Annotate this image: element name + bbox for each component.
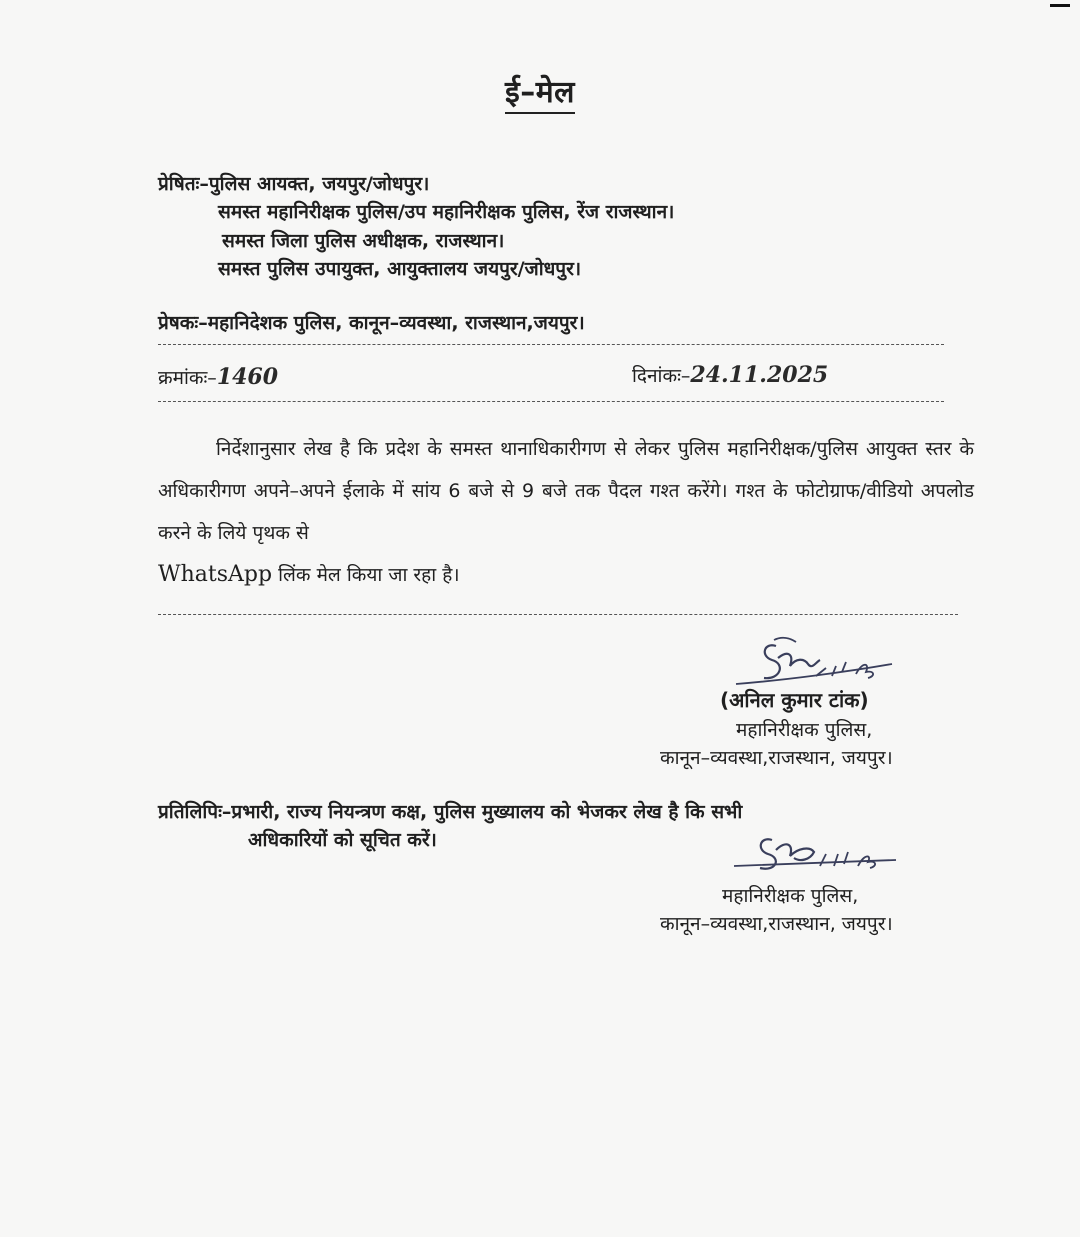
copy-sign-office: कानून–व्यवस्था,राजस्थान, जयपुर। [660, 913, 893, 935]
to-line-3: समस्त जिला पुलिस अधीक्षक, राजस्थान। [222, 230, 505, 252]
body-paragraph: निर्देशानुसार लेख है कि प्रदेश के समस्त थानाधिकारीगण से लेकर पुलिस महानिरीक्षक/पुलिस आयुक्त स्तर के अधिकारीगण अपने–अपने ईलाके में सांय 6 बजे से 9 बजे तक पैदल गश्त करेंगे। गश्त के फोटोग्राफ/वीडियो अपलोड करने के लिये पृथक से WhatsApp लिंक मेल किया जा रहा है। [158, 438, 974, 587]
copy-line-1: प्रतिलिपिः–प्रभारी, राज्य नियन्त्रण कक्ष, पुलिस मुख्यालय को भेजकर लेख है कि सभी [158, 801, 743, 823]
copy-signature-handwritten [720, 826, 910, 886]
document-title: ई–मेल [0, 70, 1080, 111]
to-line-1: प्रेषितः–पुलिस आयक्त, जयपुर/जोधपुर। [158, 173, 430, 195]
reference-number: क्रमांकः–1460 [158, 364, 279, 390]
copy-line-2: अधिकारियों को सूचित करें। [248, 829, 437, 851]
to-line-4: समस्त पुलिस उपायुक्त, आयुक्तालय जयपुर/जोधपुर। [218, 258, 582, 280]
divider-middle [158, 401, 944, 402]
divider-bottom [158, 614, 958, 615]
signatory-name: (अनिल कुमार टांक) [720, 688, 869, 712]
divider-top [158, 344, 944, 345]
from-line: प्रेषकः–महानिदेशक पुलिस, कानून–व्यवस्था, राजस्थान,जयपुर। [158, 312, 585, 334]
copy-sign-post: महानिरीक्षक पुलिस, [722, 885, 859, 907]
document-date: दिनांकः–24.11.2025 [632, 362, 829, 388]
scan-corner-mark [1050, 4, 1070, 7]
to-line-2: समस्त महानिरीक्षक पुलिस/उप महानिरीक्षक पुलिस, रेंज राजस्थान। [218, 201, 675, 223]
signatory-office: कानून–व्यवस्था,राजस्थान, जयपुर। [660, 747, 893, 769]
signatory-post: महानिरीक्षक पुलिस, [736, 719, 873, 741]
